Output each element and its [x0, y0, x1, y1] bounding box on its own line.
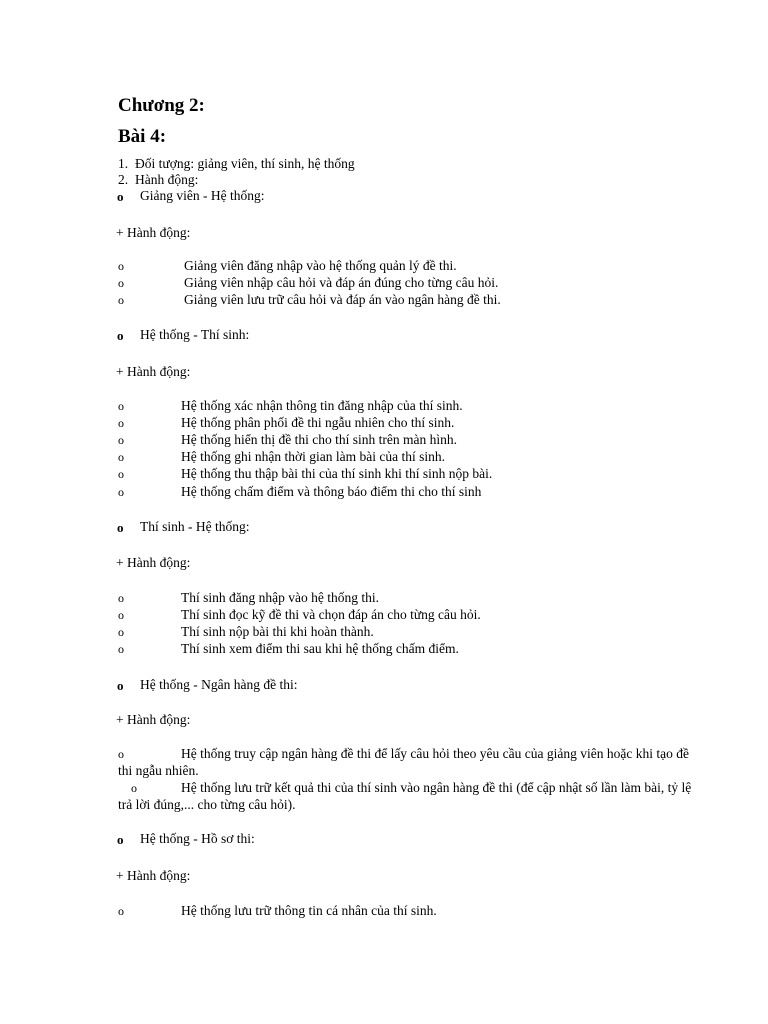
list-item: Hệ thống phân phối đề thi ngẫu nhiên cho thí sinh. [181, 415, 455, 430]
section-bullet-icon: o [117, 832, 124, 847]
list-item: Giảng viên nhập câu hỏi và đáp án đúng cho từng câu hỏi. [184, 275, 499, 290]
list-item: Hệ thống chấm điểm và thông báo điểm thi cho thí sinh [181, 484, 482, 499]
action-label: + Hành động: [116, 364, 191, 379]
list-item: Thí sinh xem điểm thi sau khi hệ thống chấm điểm. [181, 641, 459, 656]
list-item: Thí sinh đăng nhập vào hệ thống thi. [181, 590, 379, 605]
numbered-item-2-number: 2. [118, 172, 129, 187]
section-bullet-icon: o [117, 328, 124, 343]
list-item: Thí sinh đọc kỹ đề thi và chọn đáp án cho từng câu hỏi. [181, 607, 481, 622]
list-bullet-icon: o [118, 642, 124, 656]
list-item: Hệ thống ghi nhận thời gian làm bài của thí sinh. [181, 449, 445, 464]
list-item: Giảng viên đăng nhập vào hệ thống quản lý đề thi. [184, 258, 457, 273]
list-bullet-icon: o [118, 485, 124, 499]
section-bullet-icon: o [117, 189, 124, 204]
list-bullet-icon: o [118, 467, 124, 481]
numbered-item-1-text: Đối tượng: giảng viên, thí sinh, hệ thống [135, 156, 355, 171]
list-item: Hệ thống truy cập ngân hàng đề thi để lấy câu hỏi theo yêu cầu của giảng viên hoặc khi tạo đề thi ngẫu nhiên. [118, 746, 689, 778]
action-label: + Hành động: [116, 868, 191, 883]
numbered-item-1-number: 1. [118, 156, 129, 171]
section-title: Hệ thống - Hồ sơ thi: [140, 831, 255, 846]
list-bullet-icon: o [118, 904, 124, 918]
list-bullet-icon: o [118, 276, 124, 290]
section-bullet-icon: o [117, 678, 124, 693]
list-bullet-icon: o [118, 259, 124, 273]
list-bullet-icon: o [118, 399, 124, 413]
list-item: Hệ thống thu thập bài thi của thí sinh khi thí sinh nộp bài. [181, 466, 493, 481]
list-bullet-icon: o [118, 433, 124, 447]
section-title: Thí sinh - Hệ thống: [140, 519, 250, 534]
list-bullet-icon: o [118, 416, 124, 430]
section-title: Giảng viên - Hệ thống: [140, 188, 265, 203]
list-bullet-icon: o [118, 450, 124, 464]
list-bullet-icon: o [131, 781, 137, 795]
list-bullet-icon: o [118, 293, 124, 307]
numbered-item-2-text: Hành động: [135, 172, 199, 187]
chapter-title: Chương 2: [118, 95, 205, 116]
list-bullet-icon: o [118, 591, 124, 605]
lesson-title: Bài 4: [118, 126, 167, 147]
list-bullet-icon: o [118, 608, 124, 622]
list-item: Hệ thống xác nhận thông tin đăng nhập của thí sinh. [181, 398, 463, 413]
list-item: Thí sinh nộp bài thi khi hoàn thành. [181, 624, 374, 639]
list-bullet-icon: o [118, 625, 124, 639]
section-title: Hệ thống - Ngân hàng đề thi: [140, 677, 298, 692]
list-bullet-icon: o [118, 747, 124, 761]
section-title: Hệ thống - Thí sinh: [140, 327, 250, 342]
list-item: Hệ thống hiển thị đề thi cho thí sinh trên màn hình. [181, 432, 457, 447]
list-item: Hệ thống lưu trữ thông tin cá nhân của thí sinh. [181, 903, 437, 918]
list-item: Hệ thống lưu trữ kết quả thi của thí sinh vào ngân hàng đề thi (để cập nhật số lần làm bài, tỷ lệ trả lời đúng,... cho từng câu hỏi). [118, 780, 692, 812]
list-item: Giảng viên lưu trữ câu hỏi và đáp án vào ngân hàng đề thi. [184, 292, 501, 307]
section-bullet-icon: o [117, 520, 124, 535]
action-label: + Hành động: [116, 555, 191, 570]
action-label: + Hành động: [116, 225, 191, 240]
action-label: + Hành động: [116, 712, 191, 727]
